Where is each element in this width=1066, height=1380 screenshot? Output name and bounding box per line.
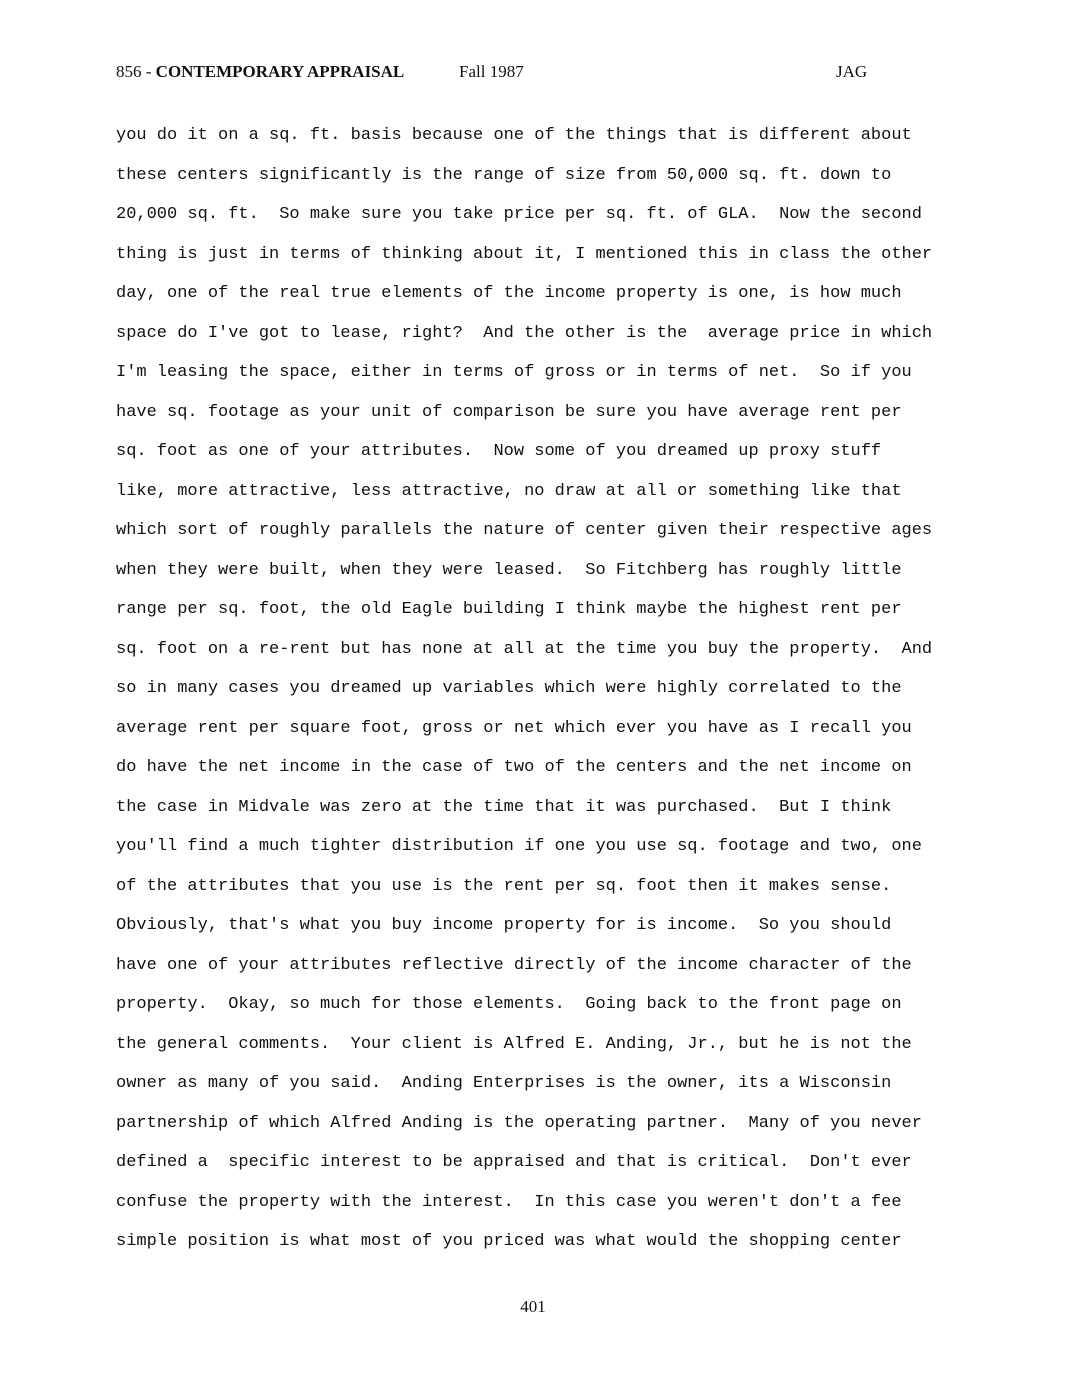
text-line: of the attributes that you use is the rent per sq. foot then it makes sense. — [116, 876, 892, 896]
text-line: simple position is what most of you priced was what would the shopping center — [116, 1232, 902, 1251]
text-line: partnership of which Alfred Anding is the operating partner. Many of you never — [116, 1113, 922, 1133]
text-line: defined a specific interest to be appraised and that is critical. Don't ever — [116, 1153, 912, 1172]
text-line: have sq. footage as your unit of comparison be sure you have average rent per — [116, 402, 902, 422]
text-line: do have the net income in the case of two of the centers and the net income on — [116, 758, 912, 777]
text-line: the general comments. Your client is Alfred E. Anding, Jr., but he is not the — [116, 1034, 912, 1054]
text-line: property. Okay, so much for those elements. Going back to the front page on — [116, 995, 902, 1014]
text-line: confuse the property with the interest. In this case you weren't don't a fee — [116, 1192, 902, 1212]
text-line: when they were built, when they were leased. So Fitchberg has roughly little — [116, 560, 902, 580]
text-line: so in many cases you dreamed up variables which were highly correlated to the — [116, 679, 902, 698]
term-label: Fall 1987 — [459, 62, 524, 81]
text-line: I'm leasing the space, either in terms of gross or in terms of net. So if you — [116, 363, 912, 382]
text-line: range per sq. foot, the old Eagle building I think maybe the highest rent per — [116, 600, 902, 619]
text-line: you'll find a much tighter distribution if one you use sq. footage and two, one — [116, 837, 922, 856]
course-title: CONTEMPORARY APPRAISAL — [155, 62, 405, 81]
text-line: these centers significantly is the range of size from 50,000 sq. ft. down to — [116, 165, 892, 185]
text-line: average rent per square foot, gross or net which ever you have as I recall you — [116, 718, 912, 738]
text-line: sq. foot on a re-rent but has none at all at the time you buy the property. And — [116, 639, 933, 659]
course-number: 856 - — [116, 62, 156, 81]
text-line: Obviously, that's what you buy income property for is income. So you should — [116, 916, 892, 935]
page-number: 401 — [520, 1297, 546, 1316]
course-heading — [116, 62, 404, 82]
text-line: you do it on a sq. ft. basis because one of the things that is different about — [116, 126, 912, 145]
text-line: owner as many of you said. Anding Enterprises is the owner, its a Wisconsin — [116, 1074, 892, 1093]
transcript-body — [116, 116, 976, 1262]
text-line: 20,000 sq. ft. So make sure you take price per sq. ft. of GLA. Now the second — [116, 205, 922, 224]
author-initials: JAG — [836, 62, 868, 81]
text-line: which sort of roughly parallels the nature of center given their respective ages — [116, 521, 933, 540]
text-line: day, one of the real true elements of the income property is one, is how much — [116, 284, 902, 303]
text-line: have one of your attributes reflective directly of the income character of the — [116, 955, 912, 975]
page-header — [0, 62, 1066, 86]
text-line: sq. foot as one of your attributes. Now some of you dreamed up proxy stuff — [116, 442, 882, 461]
text-line: space do I've got to lease, right? And the other is the average price in which — [116, 323, 933, 343]
text-line: the case in Midvale was zero at the time that it was purchased. But I think — [116, 797, 892, 817]
text-line: thing is just in terms of thinking about it, I mentioned this in class the other — [116, 244, 933, 264]
text-line: like, more attractive, less attractive, no draw at all or something like that — [116, 481, 902, 501]
